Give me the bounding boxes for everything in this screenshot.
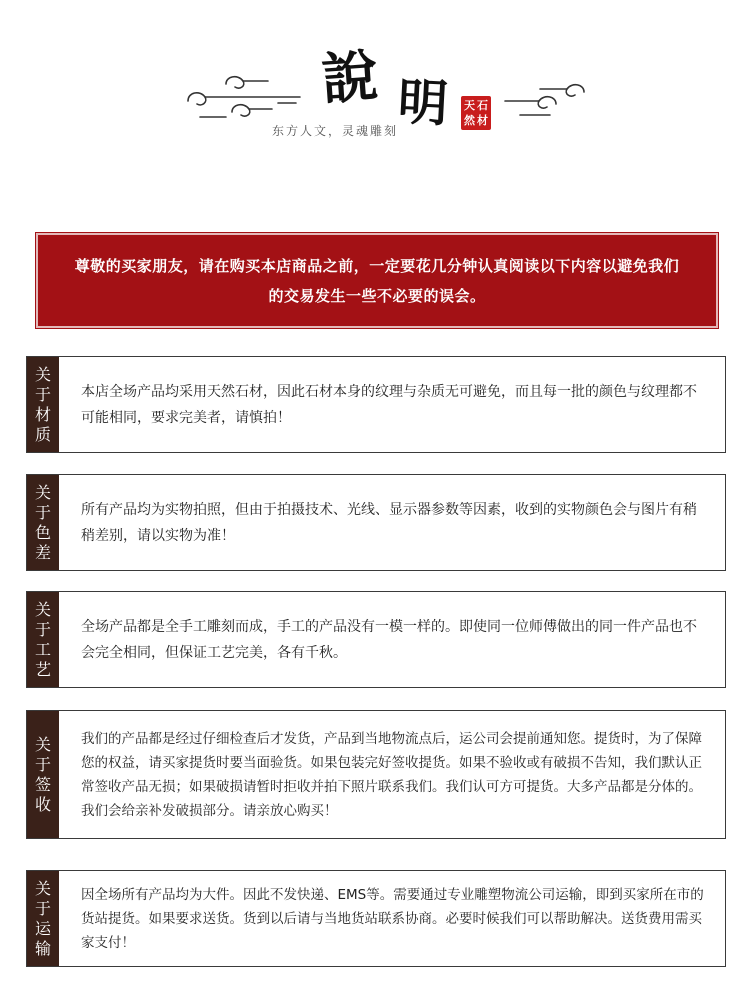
section-color-difference bbox=[26, 474, 726, 571]
label-char: 关 bbox=[34, 878, 51, 898]
section-label bbox=[27, 475, 59, 570]
section-label bbox=[27, 357, 59, 452]
notice-text: 尊敬的买家朋友，请在购买本店商品之前，一定要花几分钟认真阅读以下内容以避免我们的交易发生一些不必要的误会。 bbox=[74, 256, 680, 305]
label-char: 输 bbox=[34, 938, 51, 958]
section-text: 因全场所有产品均为大件。因此不发快递、EMS等。需要通过专业雕塑物流公司运输，即到买家所在市的货站提货。如果要求送货。货到以后请与当地货站联系协商。必要时候我们可以帮助解决。送货费用需买家支付！ bbox=[81, 886, 704, 951]
label-char: 于 bbox=[34, 384, 51, 404]
label-char: 签 bbox=[34, 774, 51, 794]
header bbox=[0, 0, 750, 160]
section-text: 全场产品都是全手工雕刻而成，手工的产品没有一模一样的。即使同一位师傅做出的同一件产品也不会完全相同，但保证工艺完美，各有千秋。 bbox=[81, 618, 697, 661]
slogan: 东方人文，灵魂雕刻 bbox=[272, 124, 399, 138]
label-char: 质 bbox=[34, 424, 51, 444]
seal-stamp bbox=[461, 96, 491, 130]
label-char: 运 bbox=[34, 918, 51, 938]
label-char: 于 bbox=[34, 619, 51, 639]
section-label bbox=[27, 871, 59, 966]
section-text: 我们的产品都是经过仔细检查后才发货，产品到当地物流点后，运公司会提前通知您。提货时，为了保障您的权益，请买家提货时要当面验货。如果包装完好签收提货。如果不验收或有破损不告知，我们默认正常签收产品无损；如果破损请暂时拒收并拍下照片联系我们。我们认可方可提货。大多产品都是分体的。我们会给亲补发破损部分。请亲放心购买！ bbox=[81, 730, 702, 819]
label-char: 材 bbox=[34, 404, 51, 424]
title-char-1: 說 bbox=[319, 43, 381, 113]
section-label bbox=[27, 592, 59, 687]
notice-banner bbox=[36, 233, 718, 328]
label-char: 关 bbox=[34, 599, 51, 619]
label-char: 关 bbox=[34, 734, 51, 754]
label-char: 关 bbox=[34, 364, 51, 384]
label-char: 艺 bbox=[34, 659, 51, 679]
section-receipt bbox=[26, 710, 726, 839]
seal-char: 石 bbox=[477, 98, 488, 112]
label-char: 于 bbox=[34, 898, 51, 918]
seal-char: 材 bbox=[477, 113, 488, 127]
label-char: 收 bbox=[34, 794, 51, 814]
label-char: 色 bbox=[34, 522, 51, 542]
section-label bbox=[27, 711, 59, 838]
section-text: 本店全场产品均采用天然石材，因此石材本身的纹理与杂质无可避免，而且每一批的颜色与纹理都不可能相同，要求完美者，请慎拍！ bbox=[81, 383, 697, 426]
section-text: 所有产品均为实物拍照，但由于拍摄技术、光线、显示器参数等因素，收到的实物颜色会与图片有稍稍差别，请以实物为准！ bbox=[81, 501, 697, 544]
seal-char: 天 bbox=[464, 98, 475, 112]
label-char: 于 bbox=[34, 502, 51, 522]
label-char: 于 bbox=[34, 754, 51, 774]
label-char: 关 bbox=[34, 482, 51, 502]
section-material bbox=[26, 356, 726, 453]
seal-char: 然 bbox=[464, 113, 475, 127]
label-char: 差 bbox=[34, 542, 51, 562]
section-shipping bbox=[26, 870, 726, 967]
title-char-2: 明 bbox=[396, 71, 450, 134]
label-char: 工 bbox=[34, 639, 51, 659]
section-craftsmanship bbox=[26, 591, 726, 688]
